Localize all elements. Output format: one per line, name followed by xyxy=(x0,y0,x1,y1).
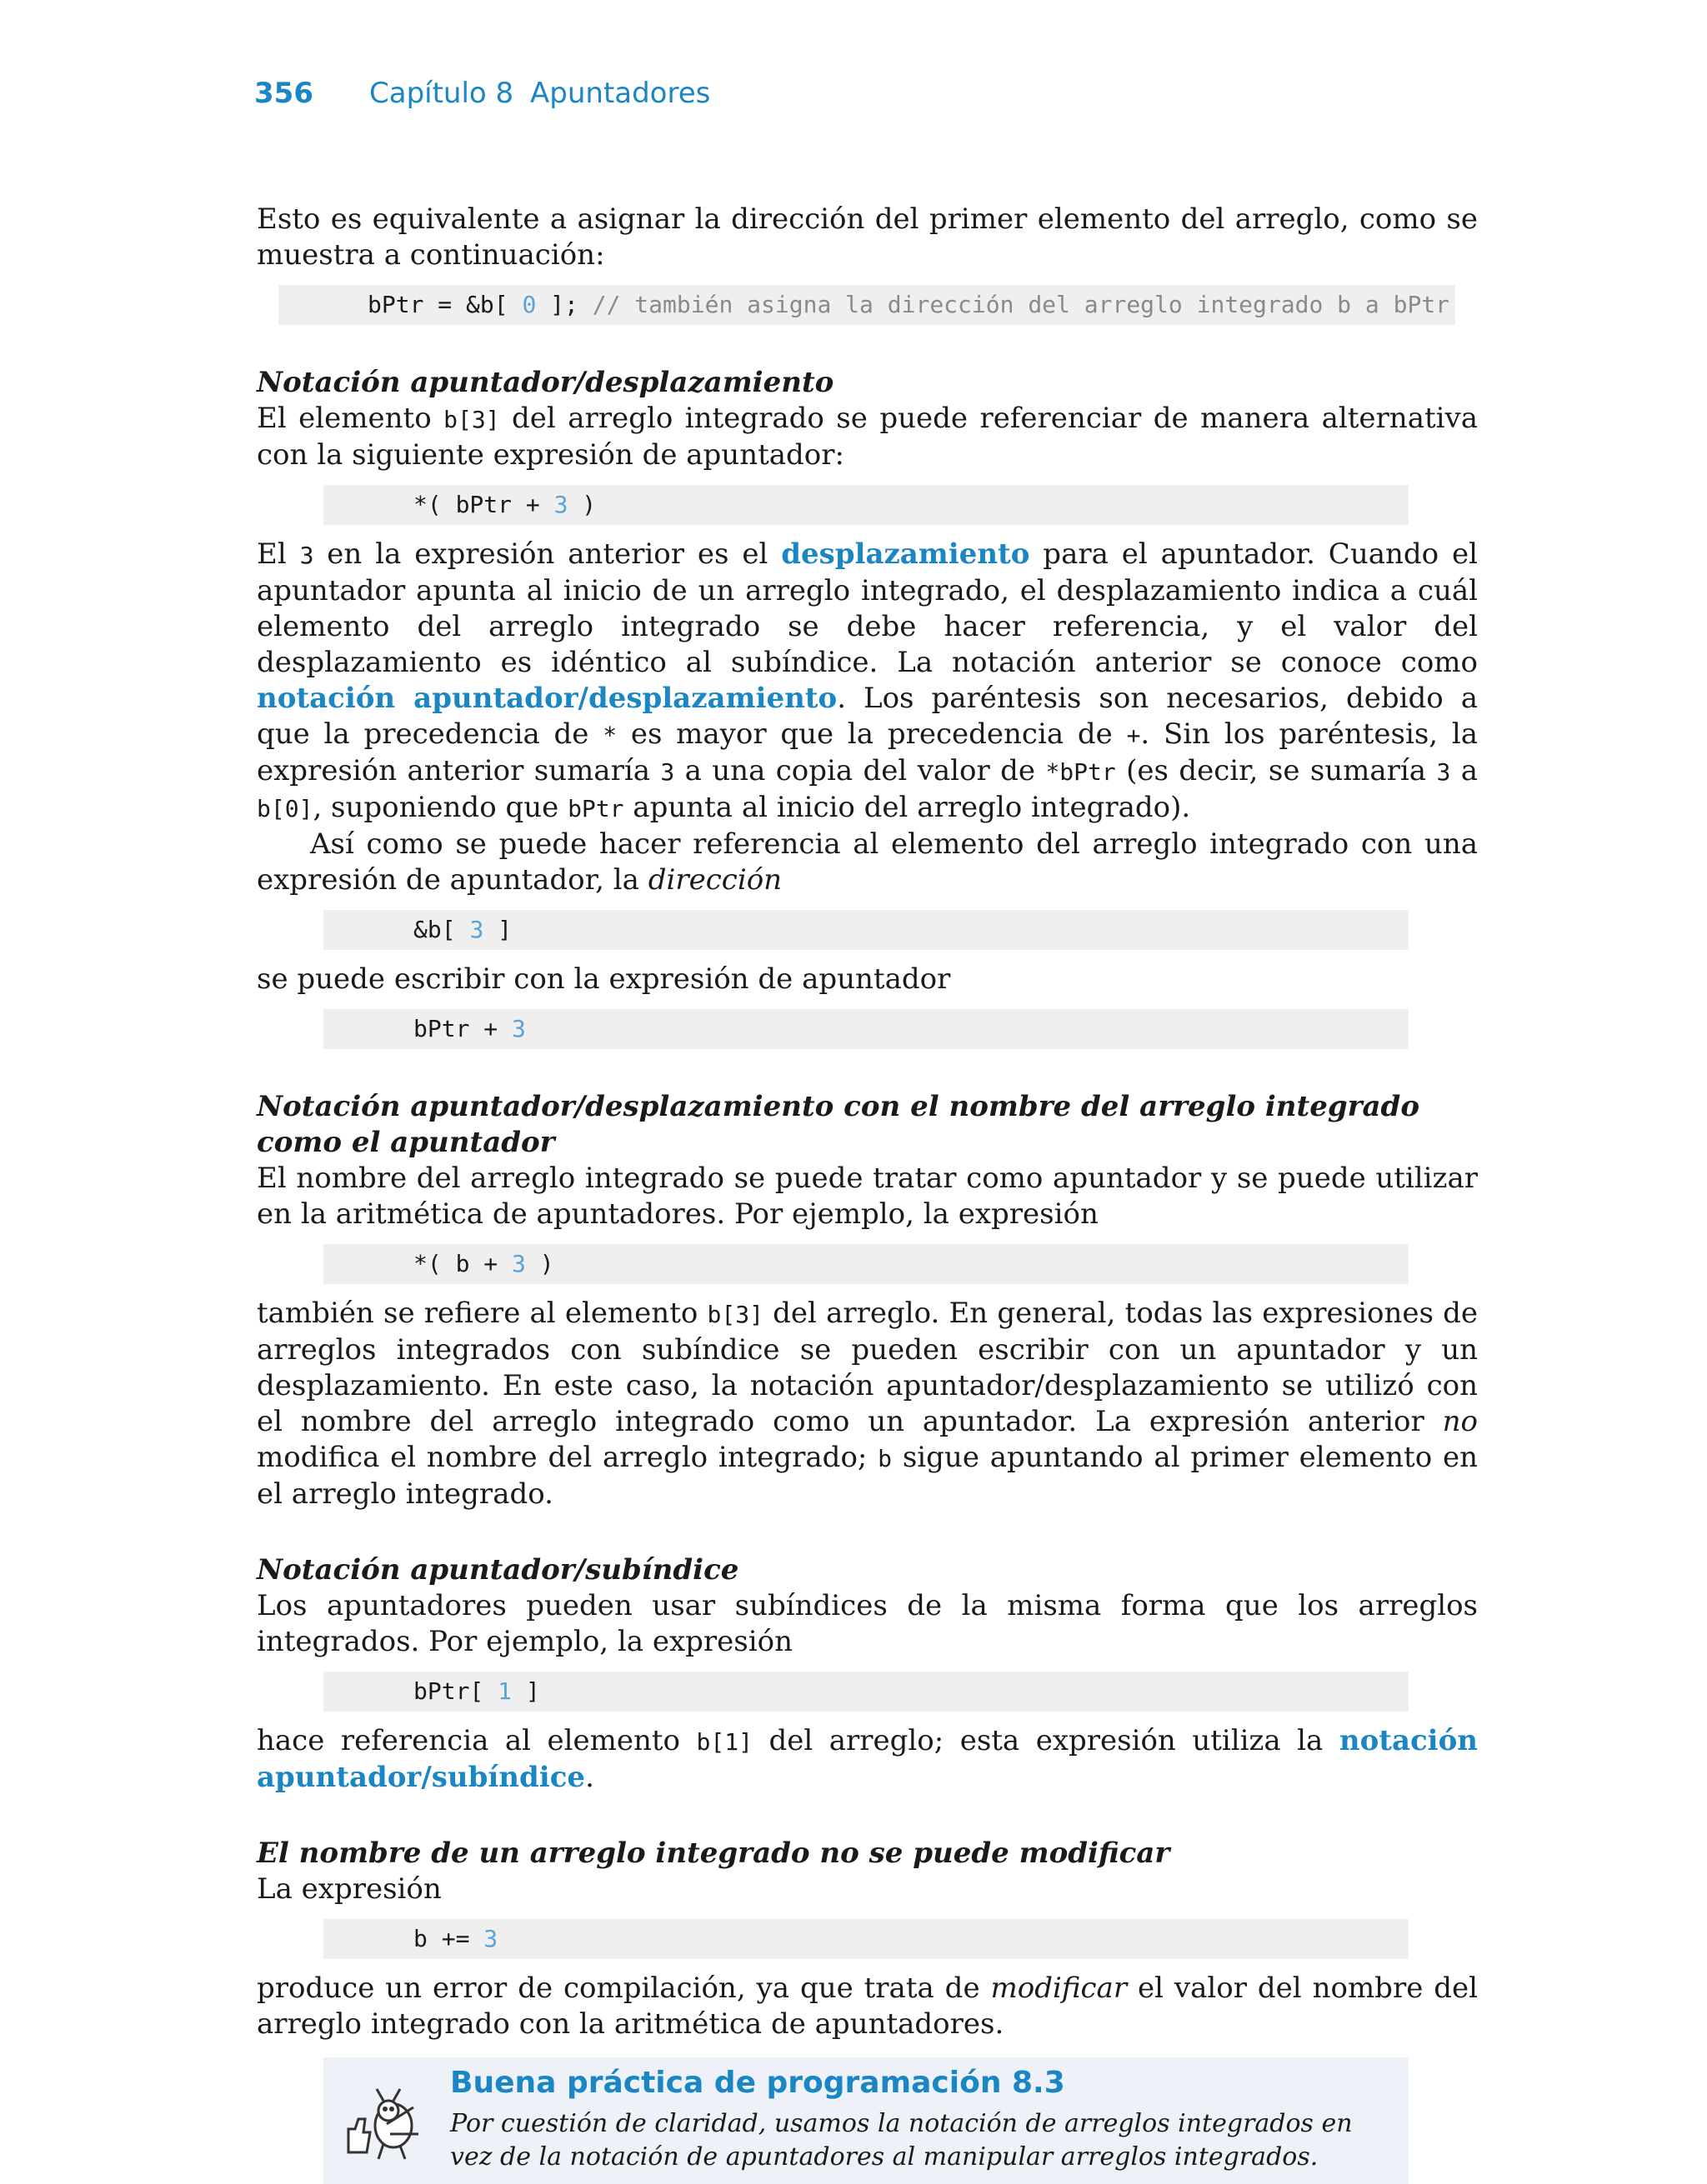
code-bptr-assign: bPtr = &b[ 0 ]; // también asigna la dirección del arreglo integrado b a bPtr xyxy=(278,285,1455,325)
chapter-label: Capítulo 8 xyxy=(369,77,514,110)
code-b-plus-offset: *( b + 3 ) xyxy=(323,1244,1409,1284)
intro-paragraph: Esto es equivalente a asignar la dirección del primer elemento del arreglo, como se muestra a continuación: xyxy=(257,202,1478,272)
paragraph-array-name-intro: El nombre del arreglo integrado se puede tratar como apuntador y se puede utilizar en la aritmética de apuntadores. Por ejemplo, la expresión xyxy=(257,1162,1478,1231)
heading-array-name-pointer: Notación apuntador/desplazamiento con el nombre del arreglo integrado como el apuntador xyxy=(257,1090,1420,1159)
code-b-plus-equals: b += 3 xyxy=(323,1919,1409,1959)
bug-thumbs-up-icon xyxy=(342,2082,425,2162)
paragraph-expression-label: La expresión xyxy=(257,1872,442,1906)
code-bptr-plus: bPtr + 3 xyxy=(323,1009,1409,1049)
good-practice-text: Por cuestión de claridad, usamos la notación de arreglos integrados en vez de la notación de apuntadores al manipular arreglos integrados. xyxy=(450,2109,1353,2172)
page-header xyxy=(0,77,1707,127)
page-body xyxy=(257,202,1478,2184)
paragraph-offset-intro: El elemento b[3] del arreglo integrado se puede referenciar de manera alternativa con la siguiente expresión de apuntador: xyxy=(257,402,1478,472)
paragraph-compile-error: produce un error de compilación, ya que trata de modificar el valor del nombre del arreglo integrado con la aritmética de apuntadores. xyxy=(257,1972,1478,2041)
good-practice-box xyxy=(323,2057,1409,2184)
paragraph-array-name-explanation: también se refiere al elemento b[3] del arreglo. En general, todas las expresiones de arreglos integrados con subíndice se pueden escribir con un apuntador y un desplazamiento. En este caso, la notación apuntador/desplazamiento se utilizó con el nombre del arreglo integrado como un apuntador. La expresión anterior no modifica el nombre del arreglo integrado; b sigue apuntando al primer elemento en el arreglo integrado. xyxy=(257,1297,1478,1511)
code-offset-expr: *( bPtr + 3 ) xyxy=(323,485,1409,525)
heading-subscript-notation: Notación apuntador/subíndice xyxy=(257,1553,739,1587)
paragraph-offset-explanation: El 3 en la expresión anterior es el desplazamiento para el apuntador. Cuando el apuntador apunta al inicio de un arreglo integrado, el desplazamiento indica a cuál elemento del arreglo integrado se debe hacer referencia, y el valor del desplazamiento es idéntico al subíndice. La notación anterior se conoce como notación apuntador/desplazamiento. Los paréntesis son necesarios, debido a que la precedencia de * es mayor que la precedencia de +. Sin los paréntesis, la expresión anterior sumaría 3 a una copia del valor de *bPtr (es decir, se sumaría 3 a b[0], suponiendo que bPtr apunta al inicio del arreglo integrado). xyxy=(257,537,1479,824)
good-practice-title: Buena práctica de programación 8.3 xyxy=(450,2066,1065,2100)
heading-offset-notation: Notación apuntador/desplazamiento xyxy=(257,366,834,399)
paragraph-address-intro: Así como se puede hacer referencia al elemento del arreglo integrado con una expresión de apuntador, la dirección xyxy=(257,827,1478,897)
page-number: 356 xyxy=(254,77,313,110)
chapter-title: Apuntadores xyxy=(530,77,711,110)
code-address-expr: &b[ 3 ] xyxy=(323,910,1409,950)
code-bptr-subscript: bPtr[ 1 ] xyxy=(323,1672,1409,1712)
paragraph-subscript-explanation: hace referencia al elemento b[1] del arreglo; esta expresión utiliza la notación apuntador/subíndice. xyxy=(257,1724,1478,1794)
heading-cannot-modify: El nombre de un arreglo integrado no se puede modificar xyxy=(257,1837,1170,1870)
paragraph-address-pointer: se puede escribir con la expresión de apuntador xyxy=(257,962,951,996)
paragraph-subscript-intro: Los apuntadores pueden usar subíndices de la misma forma que los arreglos integrados. Por ejemplo, la expresión xyxy=(257,1589,1478,1658)
